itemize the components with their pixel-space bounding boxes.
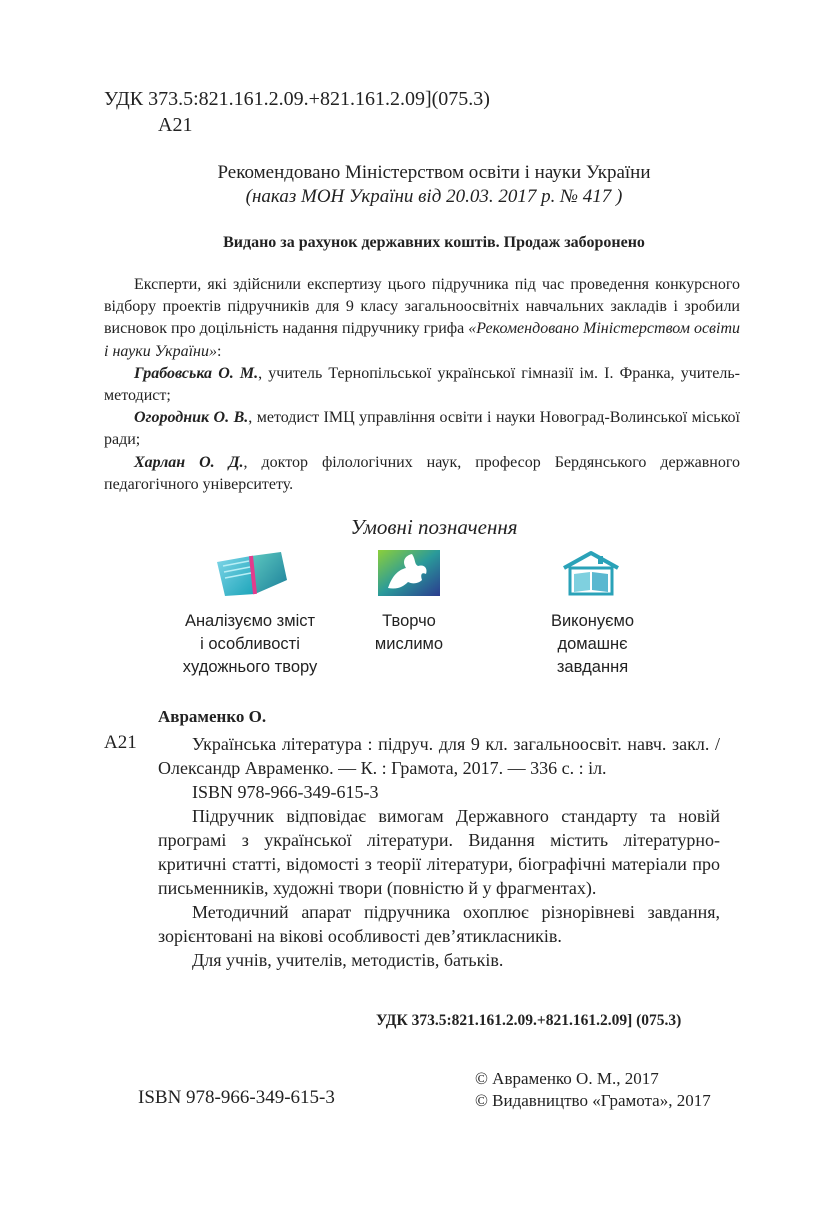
expert-desc: , учитель Тернопільської української гімназії ім. І. Франка, учитель-методист; <box>104 364 740 405</box>
funded-notice: Видано за рахунок державних коштів. Продаж заборонено <box>223 234 645 251</box>
legend-label-line: домашнє <box>557 635 628 653</box>
legend-label-analyze <box>160 610 340 679</box>
experts-block <box>104 274 740 496</box>
legend-title: Умовні позначення <box>350 515 518 539</box>
legend-label-think <box>359 610 459 656</box>
catalog-isbn: ISBN 978-966-349-615-3 <box>192 782 379 802</box>
isbn-footer: ISBN 978-966-349-615-3 <box>138 1087 335 1108</box>
house-book-icon <box>560 550 622 603</box>
expert-desc: , методист ІМЦ управління освіти і науки Новоград-Волинської міської ради; <box>104 409 740 449</box>
catalog-description: Українська література : підруч. для 9 кл. загальноосвіт. навч. закл. / Олександр Авраменко. — К. : Грамота, 2017. — 336 с. : іл. <box>158 734 720 778</box>
legend-label-line: і особливості <box>200 635 300 653</box>
legend-label-homework <box>525 610 660 679</box>
legend-label-line: Творчо <box>382 612 436 630</box>
expert-item <box>104 407 740 451</box>
copyright-block <box>475 1068 711 1112</box>
catalog-annotation: Методичний апарат підручника охоплює різнорівневі завдання, зорієнтовані на вікові особливості дев’ятикласників. <box>158 902 720 946</box>
copyright-publisher: © Видавництво «Грамота», 2017 <box>475 1091 711 1110</box>
expert-item <box>104 363 740 407</box>
experts-intro-text: Експерти, які здійснили експертизу цього підручника під час проведення конкурсного відбору проектів підручників для 9 класу загальноосвітніх навчальних закладів і зробили висновок про доцільність надання підручнику грифа <box>104 276 740 338</box>
pegasus-icon <box>378 550 440 601</box>
catalog-author: Авраменко О. <box>158 707 267 726</box>
legend-label-line: художнього твору <box>182 658 318 676</box>
legend-label-line: мислимо <box>374 635 444 653</box>
legend-label-line: Аналізуємо зміст <box>184 612 316 630</box>
udk-header: УДК 373.5:821.161.2.09.+821.161.2.09](075.3) <box>104 88 490 110</box>
experts-intro-end: : <box>217 342 222 360</box>
expert-name: Харлан О. Д. <box>134 453 244 471</box>
open-book-icon <box>215 550 289 605</box>
catalog-code: А21 <box>104 732 137 753</box>
expert-item <box>104 452 740 496</box>
udk-footer: УДК 373.5:821.161.2.09.+821.161.2.09] (075.3) <box>376 1012 682 1029</box>
copyright-author: © Авраменко О. М., 2017 <box>475 1069 659 1088</box>
legend-label-line: Виконуємо <box>550 612 635 630</box>
expert-name: Грабовська О. М. <box>134 364 259 382</box>
legend-label-line: завдання <box>556 658 629 676</box>
recommendation-line: Рекомендовано Міністерством освіти і науки України <box>217 162 651 183</box>
expert-desc: , доктор філологічних наук, професор Бердянського державного педагогічного університету. <box>104 453 740 493</box>
library-code: А21 <box>158 114 193 136</box>
catalog-annotation: Для учнів, учителів, методистів, батьків. <box>192 950 504 970</box>
stamp-text: «Рекомендовано Міністерством освіти і науки України» <box>104 320 740 360</box>
ministry-order: (наказ МОН України від 20.03. 2017 р. № 417 ) <box>245 186 623 207</box>
catalog-card <box>158 732 720 972</box>
expert-name: Огородник О. В. <box>134 409 249 427</box>
experts-intro <box>104 274 740 363</box>
catalog-annotation: Підручник відповідає вимогам Державного стандарту та новій програмі з української літератури. Видання містить літературно-критичні статті, відомості з теорії літератури, біографічні матеріали про письменників, художні твори (повністю й у фрагментах). <box>158 806 720 898</box>
